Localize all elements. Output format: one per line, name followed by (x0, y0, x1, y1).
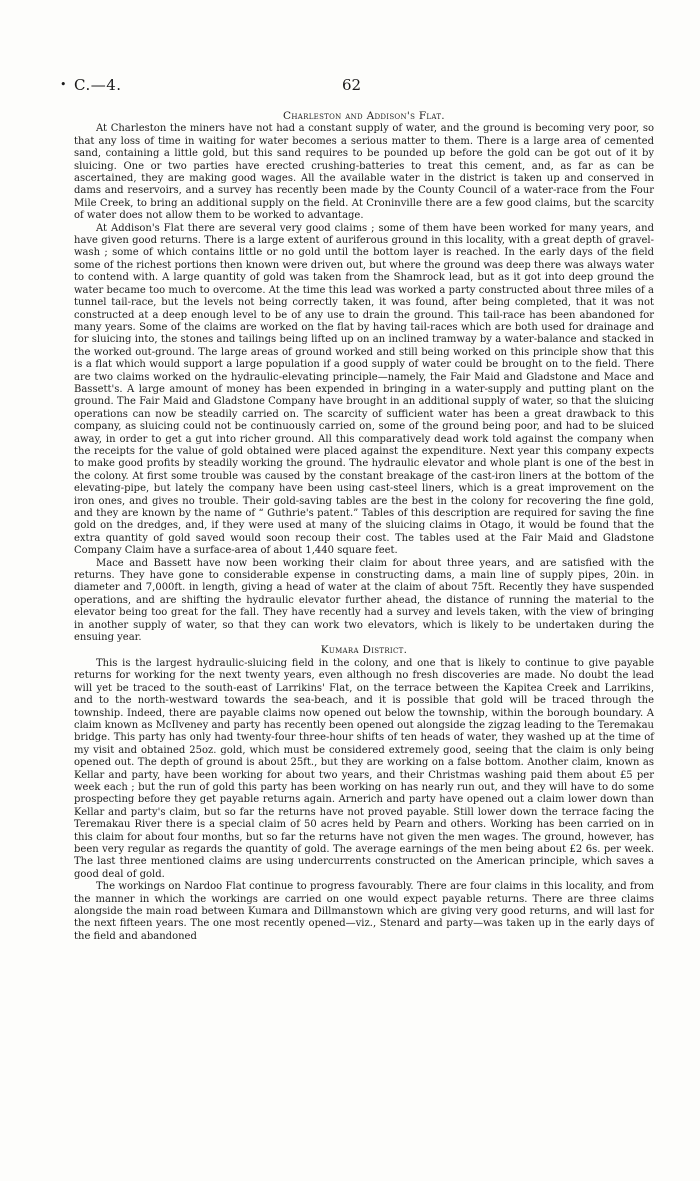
document-id: C.—4. (74, 76, 122, 94)
paragraph-charleston-1: At Charleston the miners have not had a constant supply of water, and the ground is becoming very poor, so that any loss of time in waiting for water becomes a serious matter to them. There is a large area of cemented sand, containing a little gold, but this sand requires to be pounded up before the gold can be got out of it by sluicing. One or two parties have erected crushing-batteries to treat this cement, and, as far as can be ascertained, they are making good wages. All the available water in the district is taken up and conserved in dams and reservoirs, and a survey has recently been made by the County Council of a water-race from the Four Mile Creek, to bring an additional supply on the field. At Croninville there are a few good claims, but the scarcity of water does not allow them to be worked to advantage. (74, 123, 654, 222)
paragraph-nardoo-flat: The workings on Nardoo Flat continue to progress favourably. There are four claims in this locality, and from the manner in which the workings are carried on one would expect payable returns. There are three claims alongside the main road between Kumara and Dillmanstown which are giving very good returns, and will last for the next fifteen years. The one most recently opened—viz., Stenard and party—was taken up in the early days of the field and abandoned (74, 881, 654, 942)
page-number: 62 (342, 76, 362, 94)
section-heading-charleston: Charleston and Addison's Flat. (283, 110, 445, 122)
page-header (60, 76, 660, 96)
paragraph-addisons-flat: At Addison's Flat there are several very good claims ; some of them have been worked for many years, and have given good returns. There is a large extent of auriferous ground in this locality, with a great depth of gravel-wash ; some of which contains little or no gold until the bottom layer is reached. In the early days of the field some of the richest portions then known were driven out, but where the ground was deep there was always water to contend with. A large quantity of gold was taken from the Shamrock lead, but as it got into deep ground the water became too much to overcome. At the time this lead was worked a party constructed about three miles of a tunnel tail-race, but the levels not being correctly taken, it was found, after being completed, that it was not constructed at a deep enough level to be of any use to drain the ground. This tail-race has been abandoned for many years. Some of the claims are worked on the flat by having tail-races which are both used for drainage and for sluicing into, the stones and tailings being lifted up on an inclined tramway by a water-balance and stacked in the worked out-ground. The large areas of ground worked and still being worked on this principle show that this is a flat which would support a large population if a good supply of water could be brought on to the field. There are two claims worked on the hydraulic-elevating principle—namely, the Fair Maid and Gladstone and Mace and Bassett's. A large amount of money has been expended in bringing in a water-supply and putting plant on the ground. The Fair Maid and Gladstone Company have brought in an additional supply of water, so that the sluicing operations can now be steadily carried on. The scarcity of sufficient water has been a great drawback to this company, as sluicing could not be continuously carried on, some of the ground being poor, and had to be sluiced away, in order to get a gut into richer ground. All this comparatively dead work told against the company when the receipts for the value of gold obtained were placed against the expenditure. Next year this company expects to make good profits by steadily working the ground. The hydraulic elevator and whole plant is one of the best in the colony. At first some trouble was caused by the constant breakage of the cast-iron liners at the bottom of the elevating-pipe, but lately the company have been using cast-steel liners, which is a great improvement on the iron ones, and gives no trouble. Their gold-saving tables are the best in the colony for recovering the fine gold, and they are known by the name of “ Guthrie's patent.” Tables of this description are required for saving the fine gold on the dredges, and, if they were used at many of the sluicing claims in Otago, it would be found that the extra quantity of gold saved would soon recoup their cost. The tables used at the Fair Maid and Gladstone Company Claim have a surface-area of about 1,440 square feet. (74, 222, 654, 557)
bullet-mark: • (60, 78, 67, 91)
paragraph-kumara-1: This is the largest hydraulic-sluicing field in the colony, and one that is likely to continue to give payable returns for working for the next twenty years, even although no fresh discoveries are made. No doubt the lead will yet be traced to the south-east of Larrikins' Flat, on the terrace between the Kapitea Creek and Larrikins, and to the north-westward towards the sea-beach, and it is possible that gold will be traced through the township. Indeed, there are payable claims now opened out below the township, within the borough boundary. A claim known as McIlveney and party has recently been opened out alongside the zigzag leading to the Teremakau bridge. This party has only had twenty-four three-hour shifts of ten heads of water, they washed up at the time of my visit and obtained 25oz. gold, which must be considered extremely good, seeing that the claim is only being opened out. The depth of ground is about 25ft., but they are working on a false bottom. Another claim, known as Kellar and party, have been working for about two years, and their Christmas washing paid them about £5 per week each ; but the run of gold this party has been working on has nearly run out, and they will have to do some prospecting before they get payable returns again. Arnerich and party have opened out a claim lower down than Kellar and party's claim, but so far the returns have not proved payable. Still lower down the terrace facing the Teremakau River there is a special claim of 50 acres held by Pearn and others. Working has been carried on in this claim for about four months, but so far the returns have not given the men wages. The ground, however, has been very regular as regards the quantity of gold. The average earnings of the men being about £2 6s. per week. The last three mentioned claims are using undercurrents constructed on the American principle, which saves a good deal of gold. (74, 657, 654, 880)
section-heading-kumara: Kumara District. (320, 644, 408, 657)
paragraph-mace-bassett: Mace and Bassett have now been working their claim for about three years, and are satisfied with the returns. They have gone to considerable expense in constructing dams, a main line of supply pipes, 20in. in diameter and 7,000ft. in length, giving a head of water at the claim of about 75ft. Recently they have suspended operations, and are shifting the hydraulic elevator further ahead, the distance of running the material to the elevator being too great for the fall. They have recently had a survey and levels taken, with the view of bringing in another supply of water, so that they can work two elevators, which is likely to be undertaken during the ensuing year. (74, 557, 654, 644)
page-body (74, 110, 654, 943)
